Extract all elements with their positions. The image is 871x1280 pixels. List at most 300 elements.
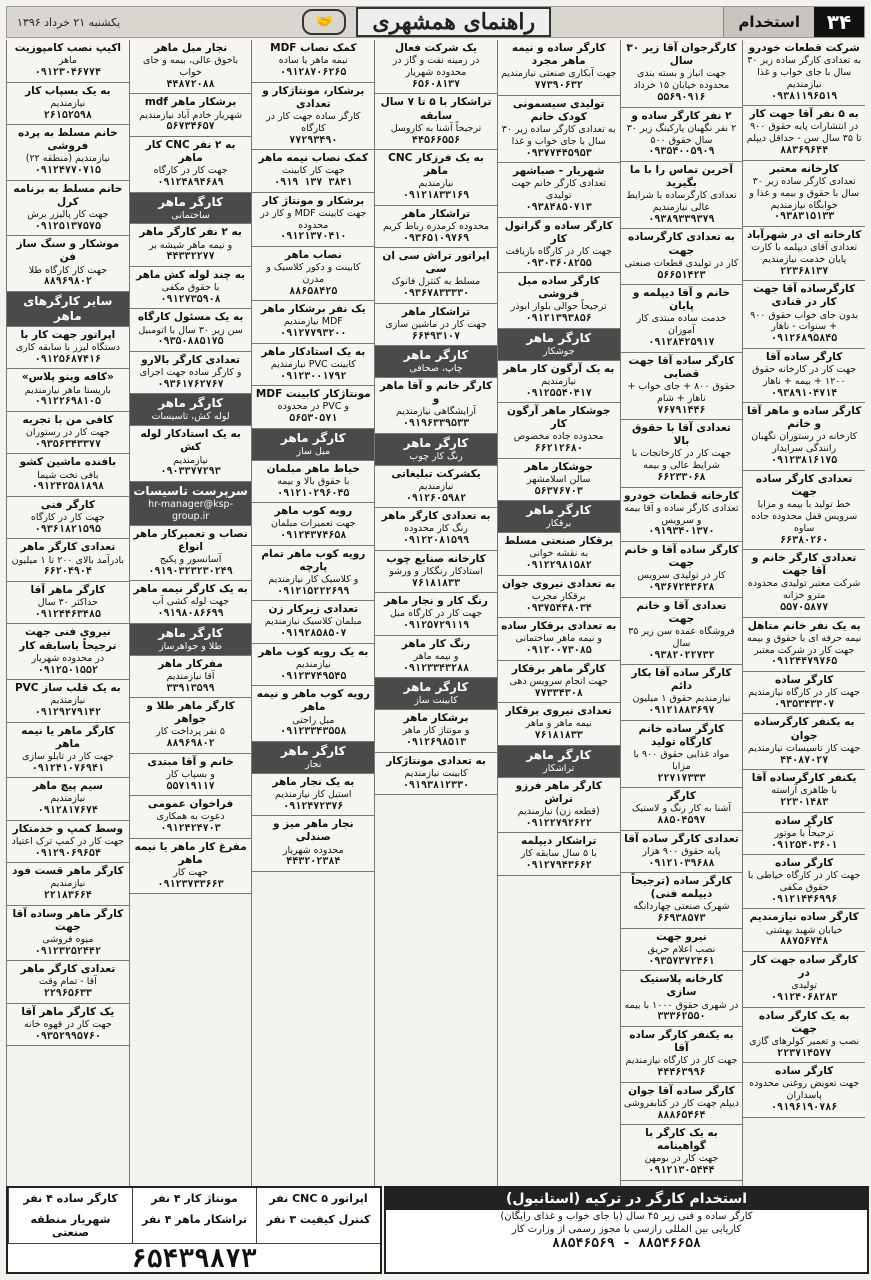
ad-phone: ۰۹۱۹ ۱۳۷ ۳۸۴۱: [274, 177, 353, 188]
ad-body: نیمه ماهر و ماهر: [525, 718, 592, 730]
classified-ad: [252, 429, 374, 461]
ad-phone: ۰۹۱۲۴۴۶۳۴۸۵: [34, 608, 101, 620]
ad-body: جهت کار در تابلو سازی: [22, 750, 114, 762]
ad-phone: ۵۶۵۳۰۵۷۱: [289, 413, 338, 425]
ad-body: جهت کار در کارخانجات با شرایط عالی و بیمه: [631, 448, 732, 472]
classified-ad: [375, 94, 497, 150]
classified-ad: [7, 369, 129, 412]
ad-title: فراخوان عمومی: [147, 798, 234, 811]
ad-body: برقکار: [546, 518, 572, 530]
classified-ad: [7, 125, 129, 181]
ad-phone: ۰۹۱۲۳۸۱۶۱۷۵: [771, 455, 838, 467]
ad-phone: ۰۹۳۶۷۲۴۳۶۲۸: [648, 582, 715, 593]
ad-title: به یک نجار ماهر: [272, 775, 355, 788]
ad-title: به چند لوله کش ماهر: [136, 268, 246, 281]
ad-phone: ۰۹۱۲۴۸۹۴۶۸۹: [157, 177, 224, 188]
ad-body: محدوده شهریار: [282, 844, 344, 856]
ad-body: رنگ کار چوب: [409, 450, 463, 462]
ad-column: [374, 40, 497, 1274]
classified-ad: [498, 778, 620, 834]
ad-title: ۲ نفر کارگر ساده و: [631, 109, 732, 122]
ad-title: کارگر ساده جهت کار در: [750, 953, 858, 979]
classified-ad: [252, 644, 374, 687]
ad-title: مونتاژکار کابینت MDF: [255, 388, 371, 401]
classified-ad: [498, 501, 620, 533]
ad-title: کارگر ساده مبل فروشی: [517, 275, 600, 301]
job-item: مونتاژ کار ۴ نفر: [132, 1188, 256, 1209]
classified-ad: [621, 108, 743, 162]
ad-body: استادکار رنگکار و ورشو: [389, 565, 483, 577]
ad-body: جهت کابینت MDF و کار در محدوده: [260, 207, 367, 231]
classified-ad: [498, 361, 620, 404]
ad-body: جهت تعویض روغنی محدوده پاسداران: [749, 1078, 860, 1102]
ad-title: به یک نفر خانم متاهل: [747, 619, 861, 632]
ad-phone: ۰۹۳۷۷۴۴۵۹۵۳: [525, 147, 592, 159]
ad-body: با حقوق مکفی: [161, 282, 220, 293]
ad-phone: ۰۹۱۲۴۴۷۹۷۶۵: [771, 656, 838, 668]
classified-ad: [7, 723, 129, 779]
classified-ad: [375, 346, 497, 378]
ad-phone: ۸۸۶۵۸۴۲۵: [289, 285, 338, 297]
ad-body: کابینت ساز: [414, 695, 458, 707]
ad-body: و PVC در محدوده: [277, 401, 349, 413]
ad-phone: ۰۹۰۳۳۷۷۲۹۳: [160, 466, 221, 478]
job-item: کارگر ساده ۴ نفر: [8, 1188, 132, 1209]
ad-body: تعدادی کارگر خانم جهت تولیدی: [511, 178, 607, 202]
ad-body: و کارگر ساده جهت اجرای: [139, 367, 242, 378]
classified-ad: [252, 686, 374, 742]
ad-title: تعدادی کارگر بالارو: [141, 353, 241, 366]
ad-phone: ۰۹۳۶۱۸۲۱۵۹۵: [34, 523, 101, 535]
ad-title: تراشکار ماهر: [401, 305, 471, 318]
ad-phone: ۰۹۳۸۹۳۳۹۳۷۹: [648, 213, 715, 225]
classified-ad: [743, 281, 865, 349]
ad-title: کارگر ساده خانم کارگاه تولید: [638, 722, 725, 748]
ad-title: به یک کارگر نیمه ماهر: [133, 583, 248, 596]
classified-ad: [130, 40, 252, 94]
classified-ad: [621, 831, 743, 874]
ad-column: [251, 40, 374, 1274]
ad-phone: ۶۶۲۱۲۶۸۰: [534, 443, 583, 455]
ad-title: به تعدادی کارگرساده جهت: [628, 231, 735, 257]
ad-title: کارگر ماهر برقکار: [511, 662, 606, 675]
classified-ad: [621, 40, 743, 108]
ad-phone: ۰۹۱۲۵۶۸۷۴۱۶: [34, 353, 101, 365]
classified-ad: [252, 461, 374, 504]
ad-phone: ۸۸۵۰۴۵۹۷: [657, 815, 706, 827]
classified-ad: [7, 40, 129, 83]
ad-title: سیم پیچ ماهر: [32, 780, 103, 793]
ad-phone: ۰۹۱۲۹۰۶۹۶۵۴: [34, 847, 101, 859]
classified-ad: [743, 770, 865, 813]
ad-title: موشکار و سنگ ساز فن: [16, 238, 120, 264]
ad-body: نیازمندیم: [50, 878, 86, 890]
ad-title: «کافه وینو پلاس»: [21, 371, 114, 384]
ad-title: کارگر ساده (ترجیحاً دیپلمه فنی): [631, 875, 732, 901]
ad-title: نصاب ماهر: [284, 248, 342, 261]
ad-body: کارگر ساده جهت کار در کارگاه: [266, 110, 361, 134]
job-item: تراشکار ماهر ۴ نفر: [132, 1209, 256, 1243]
ad-title: اپراتور تراش سی ان سی: [382, 250, 490, 276]
ad-phone: ۰۹۱۲۴۱۰۷۶۹۴۱: [31, 762, 104, 774]
ad-title: تعدادی زیرکار زن: [268, 603, 359, 616]
ad-phone: ۰۹۱۲۵۴۰۳۶۰۱: [771, 839, 838, 851]
ad-title: کارگر ساده آقا جهت قصابی: [628, 354, 735, 380]
classified-ad: [621, 542, 743, 598]
turkey-job-ad: [384, 1186, 869, 1274]
ad-phone: ۰۹۳۵۳۴۳۳۰۷: [774, 698, 835, 710]
ad-title: کارگر ماهر: [158, 625, 223, 640]
page-number: ۳۴: [814, 7, 864, 37]
ad-title: کارگر ساده آقا بکار دائم: [631, 667, 732, 693]
classified-ad: [130, 698, 252, 754]
ad-body: در محدوده شهریار: [31, 652, 105, 664]
ad-body: نیمه حرفه ای با حقوق و بیمه جهت کار در شرکت معتبر: [747, 632, 862, 656]
ad-title: کارخانه پلاستیک سازی: [639, 973, 723, 999]
shahriar-phone: ۶۵۴۳۹۸۷۳: [131, 1244, 257, 1274]
ad-title: تعدادی کارگر خانم و آقا جهت: [751, 552, 857, 578]
classified-ad: [743, 618, 865, 672]
classified-ad: [252, 816, 374, 872]
ad-body: کارخانه در رستوران نگهبان رانندگی سرایدار: [751, 431, 858, 455]
ad-title: خانم مسلط به برنامه کرل: [13, 182, 123, 208]
ad-phone: ۶۶۲۰۴۹۰۴: [43, 566, 92, 578]
ad-body: نیازمندیم: [50, 793, 86, 805]
ad-title: کارگر ماهر: [526, 330, 592, 345]
classified-ad: [7, 83, 129, 126]
ad-column: [497, 40, 620, 1274]
classified-ad: [130, 94, 252, 137]
ad-phone: ۰۹۱۲۳۷۳۳۶۶۳: [157, 878, 224, 890]
classified-ad: [743, 227, 865, 281]
ad-body: ساختمانی: [171, 209, 210, 221]
ad-phone: ۶۵۶۰۸۱۳۷: [411, 78, 461, 90]
ad-title: کارگر ساده: [775, 673, 834, 686]
classified-ad: [130, 193, 252, 225]
ad-title: کارخانه صنایع چوب: [386, 552, 486, 565]
ad-body: تعدادی کارگر ساده زیر ۳۰ سال با حقوق و بیمه و غذا و خوابگاه نیازمندیم: [749, 175, 860, 211]
ad-title: به ۵ نفر آقا جهت کار: [749, 108, 859, 121]
ad-phone: ۰۹۳۷۵۴۴۸۰۳۴: [525, 602, 592, 614]
ad-phone: ۰۹۳۸۲۰۲۲۷۳۲: [648, 649, 715, 661]
ad-body: دیپلم جهت کار در کتابفروشی: [623, 1097, 739, 1109]
classified-ad: [743, 855, 865, 909]
ad-title: کارگر فنی: [40, 498, 95, 511]
classified-ad: [7, 1004, 129, 1047]
classified-ad: [375, 753, 497, 796]
ad-phone: ۰۹۳۶۱۷۶۲۷۶۷: [157, 378, 224, 390]
ad-phone: ۰۹۱۲۹۲۷۹۱۴۲: [34, 707, 101, 718]
classified-ad: [7, 624, 129, 680]
classified-ad: [743, 909, 865, 952]
ad-body: محدوده جاده مخصوص: [513, 431, 604, 443]
ad-body: کار در تولیدی سرویس: [637, 570, 726, 582]
issue-date: یکشنبه ۲۱ خرداد ۱۳۹۶: [17, 15, 121, 29]
classified-ad: [743, 1063, 865, 1117]
ad-body: استیل کار نیازمندیم: [275, 788, 352, 800]
ad-phone: ۰۹۱۲۶۰۵۹۸۲: [405, 492, 467, 504]
ad-body: سالن اسلامشهر: [526, 473, 591, 485]
ad-body: جهت آبکاری صنعتی نیازمندیم: [501, 68, 617, 80]
classified-ad: [621, 285, 743, 353]
ad-column: [6, 40, 129, 1274]
ad-phone: ۳۳۳۶۲۵۵۰: [657, 1011, 706, 1023]
ad-phone: ۰۹۳۵۲۹۹۵۷۶۰: [34, 1030, 101, 1042]
classified-ad: [375, 304, 497, 347]
ad-phone: ۰۹۱۲۱۵۲۲۲۶۹۹: [277, 585, 350, 597]
ad-body: و نیمه ماهر: [413, 650, 459, 662]
classified-ad: [621, 873, 743, 929]
ad-phone: ۰۹۱۹۸۰۸۶۶۹۹: [157, 608, 224, 620]
ad-phone: ۶۶۴۹۳۱۰۷: [411, 330, 461, 342]
ad-body: جهت تعمیرات مبلمان: [271, 518, 356, 530]
ad-phone: ۴۴۵۶۶۵۵۶: [411, 134, 461, 146]
ad-phone: ۰۹۱۲۸۱۷۶۷۴: [37, 805, 98, 817]
classified-ad: [498, 576, 620, 619]
ad-body: ۲ نفر نگهبان پارکینگ زیر ۳۰ سال حقوق ۵۰۰: [626, 122, 737, 146]
ad-body: نیازمندیم: [541, 375, 577, 387]
turkey-ad-note: کاریابی بین المللی رازسی با مجوز رسمی از وزارت کار: [511, 1224, 742, 1235]
classified-ad: [743, 1008, 865, 1064]
page-header: [6, 6, 865, 38]
ad-body: جوشکار: [542, 345, 575, 357]
ad-phone: ۰۹۳۸۳۱۵۱۳۳: [774, 211, 835, 223]
ad-body: کابینت نیازمندیم: [404, 767, 468, 779]
ad-body: نیازمندیم: [295, 658, 331, 670]
classified-ad: [498, 403, 620, 459]
ad-title: کارگر ماهر آقا: [30, 583, 106, 596]
ad-title: نصاب و تعمیرکار ماهر انواع: [133, 527, 248, 553]
ad-phone: ۲۲۱۸۳۶۶۴: [43, 890, 92, 902]
classified-ad: [375, 378, 497, 434]
ad-title: تعدادی کارگر ساده جهت: [755, 472, 853, 498]
ad-body: نصب اعلام حریق: [647, 943, 716, 955]
ad-phone: ۲۲۳۶۸۱۳۷: [780, 265, 829, 277]
ad-title: کارگر ماهر فرزو تراش: [515, 779, 602, 805]
ad-body: hr-manager@ksp-group.ir: [148, 498, 233, 522]
ad-phone: ۰۹۱۲۲۶۹۸۱۰۵: [34, 396, 101, 408]
ad-phone: ۸۸۳۶۹۶۴۴: [780, 145, 829, 157]
classified-ad: [743, 813, 865, 856]
classified-ad: [130, 267, 252, 310]
ad-column: [129, 40, 252, 1274]
ad-body: ۵ نفر پرداخت کار: [156, 726, 225, 738]
ad-body: با ظاهری آراسته: [771, 785, 837, 797]
classified-ad: [7, 582, 129, 625]
ad-phone: ۰۹۳۶۷۸۳۳۳۳۰: [402, 288, 470, 300]
ad-title: تعدادی نیروی برقکار: [505, 705, 612, 718]
ad-body: جهت کار در کارگاه خیاطی با حقوق مکفی: [747, 870, 861, 893]
ad-body: نیازمندیم: [173, 454, 209, 466]
classified-ad: [375, 636, 497, 679]
ad-title: کارگر ساده: [775, 857, 834, 869]
ad-phone: ۰۹۱۲۷۹۴۳۶۶۲: [525, 860, 592, 872]
classified-ad: [130, 224, 252, 267]
ad-body: بادرآمد بالای ۲۰۰ تا ۱ میلیون: [11, 554, 125, 566]
ad-title: یک نفر برشکار ماهر: [260, 303, 366, 316]
classified-ad: [7, 327, 129, 370]
classified-ad: [252, 193, 374, 247]
ad-column: [620, 40, 743, 1274]
ad-title: کارگرساده آقا جهت کار در قنادی: [753, 283, 856, 309]
ad-body: جهت کار در کارگاه: [30, 512, 105, 523]
classified-ad: [498, 746, 620, 778]
ad-title: خیاط ماهر مبلمان: [266, 462, 360, 475]
ad-phone: ۸۸۹۶۹۸۰۲: [43, 276, 92, 288]
ad-phone: ۰۹۱۲۸۷۰۶۲۶۵: [280, 67, 347, 78]
classified-ad: [252, 742, 374, 774]
ad-title: کارگر ماهر: [526, 503, 592, 518]
classified-ad: [498, 329, 620, 361]
ad-title: به یکنفر کارگر ساده آقا: [629, 1028, 734, 1054]
ad-body: به نقشه خوانی: [529, 548, 589, 560]
ad-body: جهت لوله کشی آب: [152, 596, 230, 608]
ad-phone: ۵۵۷۰۵۸۷۷: [780, 602, 829, 613]
ad-phone: ۲۲۹۶۵۶۳۳: [43, 988, 92, 1000]
ad-phone: ۰۹۱۲۱۰۲۹۶۰۴۵: [277, 487, 350, 499]
job-item: کنترل کیفیت ۳ نفر: [256, 1209, 380, 1243]
ad-title: رنگ کار و نجار ماهر: [384, 595, 488, 608]
ad-body: در زمینه نفت و گاز در محدوده شهریار: [392, 55, 480, 78]
ad-title: کارگر ماهر قست فود: [12, 865, 124, 878]
classified-ad: [130, 581, 252, 624]
ad-body: جهت کار پالیزر برش: [27, 208, 109, 220]
ad-phone: ۷۷۳۹۰۶۳۲: [534, 80, 583, 92]
classified-ad: [252, 546, 374, 602]
ad-body: کابینت PVC نیازمندیم: [270, 358, 356, 370]
classified-ad: [498, 618, 620, 661]
classified-ad: [498, 163, 620, 217]
ad-phone: ۰۹۱۹۲۸۵۸۵۰۷: [280, 628, 347, 640]
classified-ad: [743, 106, 865, 160]
ad-body: کار در تولیدی قطعات صنعتی: [624, 257, 739, 269]
ad-body: جهت کار: [173, 867, 208, 878]
ad-title: نیرو جهت: [656, 930, 707, 943]
ad-body: ترجیحاً آشنا به کاروسل: [390, 122, 482, 134]
ad-phone: ۰۹۳۵۴۰۰۵۹۰۹: [648, 146, 715, 158]
ad-phone: ۵۶۷۳۴۶۵۷: [166, 121, 215, 133]
classified-ad: [621, 420, 743, 488]
ad-body: و نیمه ماهر شیشه بر: [148, 239, 233, 251]
ad-body: چاپ، صحافی: [409, 363, 463, 375]
classified-ad: [252, 150, 374, 193]
ad-body: MDF نیازمندیم: [283, 316, 343, 328]
ad-body: تعدادی آقای دیپلمه با کارت پایان خدمت نیازمندیم: [751, 242, 858, 265]
ad-title: نجار ماهر میز و صندلی: [273, 818, 354, 844]
ad-title: سایر کارگرهای ماهر: [23, 293, 113, 323]
classified-ad: [621, 598, 743, 666]
ad-phone: ۰۹۱۲۱۳۷۰۴۱۰: [280, 231, 347, 243]
ad-body: دعوت به همکاری: [156, 811, 225, 823]
classified-ad: [7, 454, 129, 497]
ad-phone: ۰۹۱۲۷۷۹۳۲۰۰: [280, 328, 347, 340]
ad-title: کارگر ماهر: [280, 430, 346, 445]
ad-title: کارگر ساده آقا و خانم جهت: [624, 543, 739, 569]
ad-title: خانم و آقا مبتدی: [147, 755, 234, 768]
ad-body: با ۵ سال سابقه کار: [520, 848, 597, 860]
ad-phone: ۰۹۱۲۴۷۷۰۷۱۵: [34, 165, 101, 177]
ad-body: شرکت معتبر تولیدی محدوده مترو خزانه: [747, 578, 861, 602]
ad-phone: ۰۹۳۸۴۸۵۰۷۱۳: [525, 202, 592, 213]
classified-ad: [621, 721, 743, 789]
ad-title: کارگر ماهر: [158, 396, 223, 411]
ad-body: میوه فروشی: [42, 933, 94, 945]
ad-phone: ۰۹۱۲۵۷۲۹۱۱۹: [402, 620, 470, 632]
ad-phone: ۰۹۱۲۳۰۰۱۷۹۲: [280, 370, 347, 382]
classified-ad: [7, 821, 129, 864]
classified-ad: [7, 680, 129, 723]
ad-phone: ۰۹۱۲۳۷۴۹۵۴۵: [280, 670, 347, 682]
ad-title: تراشکار ماهر: [401, 207, 471, 220]
ad-body: در انتشارات پایه حقوق ۹۰۰ تا ۳۵ سال سن - حداقل دیپلم: [746, 121, 862, 145]
classified-ad: [7, 539, 129, 582]
ad-title: به تعدادی کارگر ماهر: [381, 510, 491, 523]
ad-title: کارگر ماهر: [526, 747, 592, 762]
ad-body: ترجیحاً با موتور: [774, 827, 834, 839]
classified-ad: [375, 434, 497, 466]
ad-body: طلا و جواهرساز: [159, 640, 223, 652]
ad-body: جهت کار در کارگاه نیازمندیم: [625, 1055, 738, 1067]
classified-ad: [7, 292, 129, 327]
ad-body: تولیدی: [791, 980, 818, 992]
classified-ad: [498, 703, 620, 746]
ad-body: مبل راحتی: [292, 714, 335, 726]
job-item: شهریار منطقه صنعتی: [8, 1209, 132, 1243]
ad-body: تراشکار: [543, 762, 575, 774]
ad-title: نجار مبل ماهر: [153, 42, 228, 54]
ad-title: کارگر ساده و ماهر آقا و خانم: [746, 405, 862, 431]
ad-body: جهت کار در کارگاه بازیافت: [505, 245, 612, 257]
ad-body: آقا - تمام وقت: [38, 976, 97, 988]
ad-title: به یک بسپاب کار: [25, 84, 111, 97]
ad-phone: ۷۷۳۳۴۳۰۸: [534, 687, 583, 699]
classified-ad: [498, 533, 620, 576]
ad-title: کارگر ساده: [775, 814, 834, 827]
ad-body: جهت انبار و بسته بندی محدوده خیابان ۱۵ خرداد: [633, 68, 730, 92]
ad-body: شهریار خادم آباد نیازمندیم: [139, 109, 243, 121]
ad-title: تعدادی کارگر ماهر: [20, 963, 116, 976]
handshake-icon: 🤝: [302, 9, 346, 35]
ad-phone: ۰۹۳۵۶۳۴۳۳۷۷: [34, 438, 101, 450]
ad-body: نیمه ماهر یا ساده: [278, 55, 348, 67]
ad-title: کارخانه قطعات خودرو: [624, 489, 739, 502]
ad-body: لوله کش، تاسیسات: [151, 411, 230, 423]
ad-title: به تعدادی مونتاژکار: [386, 754, 486, 767]
ad-title: به یکنفر کارگرساده جوان: [753, 716, 855, 742]
ad-title: کارگر: [667, 790, 696, 803]
ad-phone: ۰۹۱۲۲۹۸۱۵۸۲: [525, 560, 592, 572]
classified-ad: [743, 714, 865, 770]
ad-title: سرپرست تاسیسات: [133, 483, 248, 498]
classified-ad: [743, 349, 865, 403]
ad-phone: ۰۹۱۹۳۸۱۲۳۳۰: [402, 779, 470, 791]
brand-area: [130, 7, 723, 37]
shahriar-job-ad: [6, 1186, 382, 1274]
ad-title: مفرکار ماهر: [158, 657, 223, 670]
ad-title: به ۲ نفر کارگر ماهر: [139, 226, 242, 239]
ad-phone: ۴۴۸۷۲۰۸۸: [166, 78, 215, 90]
classified-ad: [252, 247, 374, 301]
ad-body: با حقوق بالا و بیمه: [277, 475, 350, 487]
ad-phone: ۰۹۱۹۳۴۰۱۳۷۰: [648, 526, 715, 538]
classified-ad: [621, 1083, 743, 1126]
ad-phone: ۶۶۳۸۰۲۶۰: [780, 534, 829, 546]
ad-phone: ۰۹۱۲۲۰۸۱۵۹۹: [402, 535, 470, 547]
ad-phone: ۰۹۱۲۱۸۳۳۱۶۹: [402, 190, 470, 202]
ad-body: نیازمندیم: [50, 695, 86, 707]
classified-ad: [7, 236, 129, 292]
ad-title: کارخانه معتبر: [769, 162, 839, 175]
